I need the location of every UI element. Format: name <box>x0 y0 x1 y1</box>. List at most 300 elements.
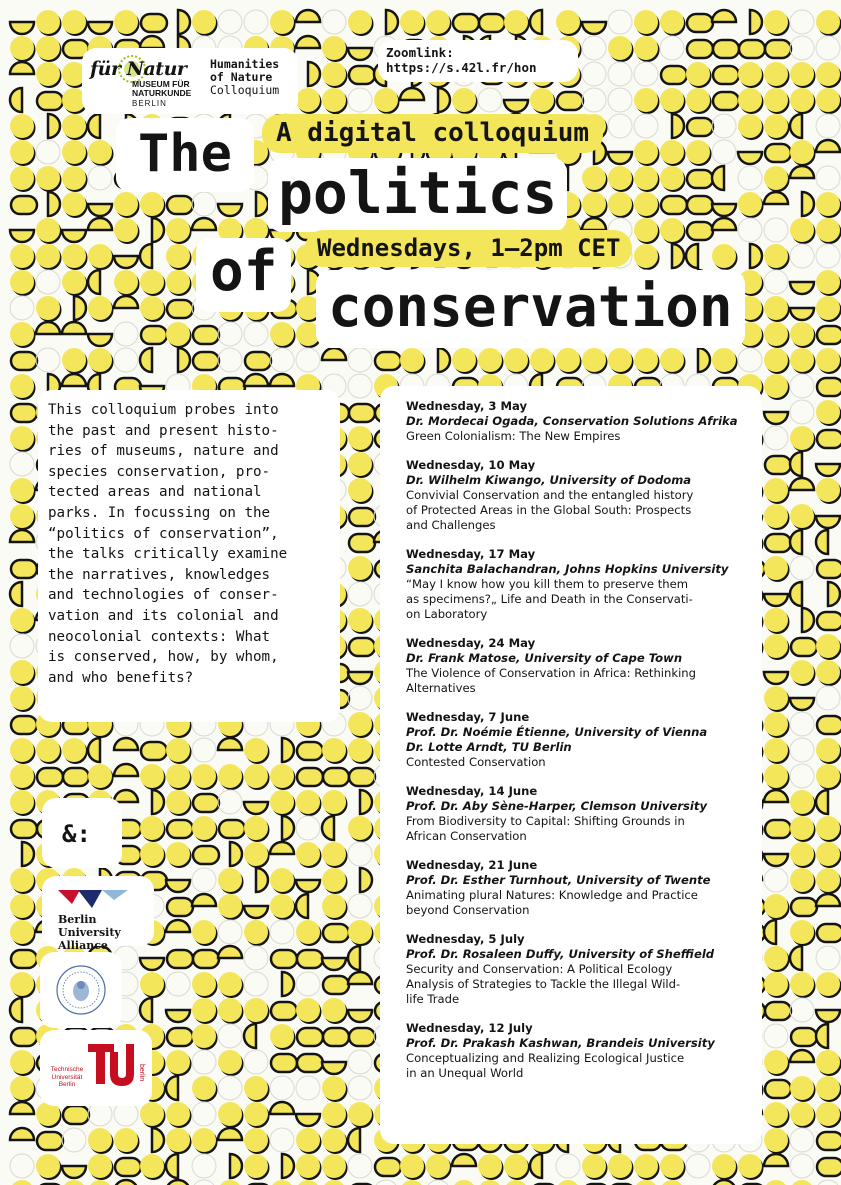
pattern-shape <box>322 868 346 892</box>
pattern-shape <box>738 62 762 86</box>
pattern-shape <box>10 114 34 138</box>
pattern-shape <box>10 660 34 684</box>
pattern-shape <box>270 790 294 814</box>
pattern-shape <box>764 686 788 710</box>
pattern-shape <box>790 946 802 970</box>
event-speaker: Dr. Wilhelm Kiwango, University of Dodoma <box>406 473 692 487</box>
pattern-shape <box>348 1076 372 1100</box>
pattern-shape <box>36 270 60 294</box>
pattern-shape <box>504 100 528 112</box>
pattern-shape <box>10 230 34 242</box>
pattern-shape <box>349 1028 375 1046</box>
pattern-shape <box>386 10 398 34</box>
pattern-shape <box>10 62 34 74</box>
pattern-shape <box>36 218 60 242</box>
pattern-shape <box>348 374 372 398</box>
pattern-shape <box>790 348 814 372</box>
pattern-shape <box>687 40 713 58</box>
pattern-shape <box>166 972 190 996</box>
pattern-shape <box>816 10 840 34</box>
pattern-shape <box>114 1180 138 1185</box>
pattern-shape <box>764 764 788 788</box>
pattern-shape <box>140 296 164 320</box>
pattern-shape <box>323 768 349 786</box>
pattern-shape <box>10 920 34 944</box>
pattern-shape <box>504 10 528 34</box>
pattern-shape <box>37 768 63 786</box>
pattern-shape <box>634 62 658 86</box>
pattern-shape <box>218 1024 242 1048</box>
pattern-shape <box>634 218 658 242</box>
pattern-shape <box>323 1028 349 1046</box>
pattern-shape <box>36 10 60 34</box>
pattern-shape <box>218 322 242 346</box>
pattern-shape <box>764 478 788 502</box>
pattern-shape <box>348 88 372 112</box>
pattern-shape <box>608 114 632 138</box>
pattern-shape <box>218 972 242 996</box>
pattern-shape <box>48 192 60 216</box>
pattern-shape <box>244 1076 268 1100</box>
pattern-shape <box>88 270 100 294</box>
pattern-shape <box>88 348 112 372</box>
pattern-shape <box>296 816 320 840</box>
pattern-shape <box>322 894 346 918</box>
pattern-shape <box>271 1054 297 1072</box>
pattern-shape <box>672 114 684 138</box>
pattern-shape <box>296 920 320 944</box>
pattern-shape <box>348 972 372 984</box>
event-date: Wednesday, 3 May <box>406 399 528 413</box>
pattern-shape <box>296 1076 320 1100</box>
pattern-shape <box>790 36 814 60</box>
pattern-shape <box>698 348 710 372</box>
pattern-shape <box>452 348 476 372</box>
logo-script: für Natur <box>90 58 187 80</box>
pattern-shape <box>270 1102 294 1114</box>
pattern-shape <box>790 400 814 424</box>
schedule-event-3 <box>406 547 762 622</box>
pattern-shape <box>114 738 138 750</box>
logo-city: BERLIN <box>132 99 167 108</box>
pattern-shape <box>687 170 713 188</box>
pattern-shape <box>634 88 658 112</box>
pattern-shape <box>193 794 219 812</box>
pattern-shape <box>88 22 112 34</box>
pattern-shape <box>634 10 658 34</box>
pattern-shape <box>167 1028 193 1046</box>
pattern-shape <box>218 1050 242 1074</box>
pattern-shape <box>764 712 788 736</box>
pattern-shape <box>348 738 372 762</box>
pattern-shape <box>582 62 606 86</box>
pattern-shape <box>244 842 268 866</box>
pattern-shape <box>816 790 828 814</box>
pattern-shape <box>192 816 216 840</box>
pattern-shape <box>244 972 268 996</box>
pattern-shape <box>790 868 814 892</box>
pattern-shape <box>10 1076 34 1100</box>
berlin-university-alliance-logo <box>42 876 154 952</box>
pattern-shape <box>140 192 164 216</box>
pattern-shape <box>10 140 34 164</box>
pattern-shape <box>452 1154 476 1166</box>
pattern-shape <box>167 196 193 214</box>
zoom-link[interactable]: https://s.42l.fr/hon <box>386 60 537 75</box>
pattern-shape <box>10 504 34 528</box>
pattern-shape <box>88 204 112 216</box>
pattern-shape <box>764 62 788 86</box>
pattern-shape <box>816 1050 840 1074</box>
pattern-shape <box>478 88 502 112</box>
pattern-shape <box>816 400 840 424</box>
pattern-shape <box>10 972 34 996</box>
pattern-shape <box>322 1128 346 1152</box>
pattern-shape <box>790 1128 814 1152</box>
pattern-shape <box>244 1050 268 1074</box>
pattern-shape <box>192 218 216 230</box>
pattern-shape <box>817 716 841 734</box>
pattern-shape <box>764 88 788 112</box>
pattern-shape <box>36 738 60 762</box>
pattern-shape <box>114 790 138 802</box>
schedule-event-7 <box>406 858 762 918</box>
pattern-shape <box>348 582 372 606</box>
pattern-shape <box>62 244 86 268</box>
pattern-shape <box>687 196 713 214</box>
pattern-shape <box>764 946 788 970</box>
pattern-shape <box>256 868 268 892</box>
pattern-shape <box>140 1102 164 1126</box>
pattern-shape <box>348 608 372 632</box>
pattern-shape <box>738 218 762 242</box>
pattern-shape <box>765 144 791 162</box>
pattern-shape <box>244 946 268 970</box>
pattern-shape <box>738 88 762 112</box>
pattern-shape <box>790 816 814 840</box>
pattern-shape <box>244 802 268 814</box>
pattern-shape <box>764 790 788 802</box>
pattern-shape <box>738 1154 762 1178</box>
pattern-shape <box>62 114 86 138</box>
pattern-shape <box>790 140 814 164</box>
pattern-shape <box>790 478 814 490</box>
pattern-shape <box>816 764 840 788</box>
pattern-shape <box>296 1114 320 1126</box>
pattern-shape <box>192 894 216 906</box>
pattern-shape <box>296 894 308 918</box>
pattern-shape <box>166 1050 190 1074</box>
pattern-shape <box>438 88 450 112</box>
pattern-shape <box>10 998 22 1022</box>
pattern-shape <box>88 296 112 320</box>
pattern-shape <box>764 1180 788 1185</box>
pattern-shape <box>63 768 89 786</box>
pattern-shape <box>11 1028 37 1046</box>
pattern-shape <box>322 1076 346 1100</box>
pattern-shape <box>152 790 164 814</box>
pattern-shape <box>712 166 724 190</box>
pattern-shape <box>738 192 762 216</box>
pattern-shape <box>764 1024 788 1048</box>
pattern-shape <box>764 504 788 528</box>
pattern-shape <box>816 140 840 152</box>
pattern-shape <box>738 348 762 372</box>
pattern-shape <box>48 114 60 138</box>
pattern-shape <box>22 842 34 866</box>
pattern-shape <box>36 36 60 60</box>
schedule-list <box>406 399 762 1095</box>
pattern-shape <box>244 374 268 386</box>
pattern-shape <box>660 166 684 190</box>
pattern-shape <box>271 1002 297 1020</box>
pattern-shape <box>140 270 164 294</box>
pattern-shape <box>790 790 814 814</box>
pattern-shape <box>634 140 658 164</box>
pattern-shape <box>790 218 814 242</box>
pattern-shape <box>348 478 372 502</box>
pattern-shape <box>634 1154 658 1178</box>
pattern-shape <box>348 712 372 736</box>
pattern-shape <box>764 854 788 866</box>
pattern-shape <box>166 270 190 294</box>
logo-museum-name: MUSEUM FÜR NATURKUNDE <box>132 79 192 98</box>
pattern-shape <box>193 352 219 370</box>
pattern-shape <box>790 244 814 268</box>
pattern-shape <box>322 1062 346 1074</box>
pattern-shape <box>308 62 320 86</box>
pattern-shape <box>244 1128 268 1152</box>
pattern-shape <box>634 166 658 190</box>
series-line-1: Humanities <box>210 57 280 71</box>
event-date: Wednesday, 12 July <box>406 1021 533 1035</box>
pattern-shape <box>608 152 632 164</box>
pattern-shape <box>218 946 242 958</box>
partners-label-panel <box>42 798 122 868</box>
bua-mark-icon <box>58 888 134 910</box>
series-name <box>210 58 279 97</box>
pattern-shape <box>10 1102 34 1114</box>
pattern-shape <box>114 192 138 216</box>
pattern-shape <box>63 1106 89 1124</box>
pattern-shape <box>296 998 320 1022</box>
pattern-shape <box>738 166 762 190</box>
pattern-shape <box>582 36 606 60</box>
pattern-shape <box>322 348 346 360</box>
pattern-shape <box>634 36 658 60</box>
pattern-shape <box>140 972 164 996</box>
pattern-shape <box>192 868 216 892</box>
pattern-shape <box>88 114 100 138</box>
pattern-shape <box>244 816 268 840</box>
pattern-shape <box>36 62 60 86</box>
pattern-shape <box>816 1024 828 1048</box>
pattern-shape <box>712 244 736 268</box>
pattern-shape <box>426 10 450 34</box>
pattern-shape <box>765 1080 791 1098</box>
pattern-shape <box>530 10 542 34</box>
event-speaker: Dr. Frank Matose, University of Cape Town <box>406 651 683 665</box>
pattern-shape <box>764 608 788 632</box>
event-title: Animating plural Natures: Knowledge and Practice beyond Conservation <box>406 888 698 917</box>
pattern-shape <box>348 842 372 866</box>
pattern-shape <box>166 764 190 788</box>
event-date: Wednesday, 7 June <box>406 710 530 724</box>
pattern-shape <box>348 348 372 372</box>
pattern-shape <box>712 204 736 216</box>
pattern-shape <box>661 196 687 214</box>
pattern-shape <box>817 924 841 942</box>
pattern-shape <box>582 166 606 190</box>
pattern-shape <box>10 1154 34 1178</box>
series-line-3: Colloquium <box>210 83 280 97</box>
pattern-shape <box>764 1102 788 1126</box>
pattern-shape <box>687 14 713 32</box>
pattern-shape <box>348 894 372 918</box>
pattern-shape <box>296 1154 320 1178</box>
pattern-shape <box>10 22 34 34</box>
pattern-shape <box>192 998 216 1022</box>
pattern-shape <box>10 1180 34 1185</box>
pattern-shape <box>686 244 698 268</box>
pattern-shape <box>244 10 268 34</box>
bua-name <box>58 913 153 952</box>
pattern-shape <box>790 1102 814 1126</box>
pattern-shape <box>375 352 401 370</box>
pattern-shape <box>192 920 216 944</box>
pattern-shape <box>530 348 554 372</box>
pattern-shape <box>166 738 190 762</box>
pattern-shape <box>270 894 294 918</box>
pattern-shape <box>244 738 268 762</box>
pattern-shape <box>660 88 684 112</box>
pattern-shape <box>10 1050 34 1074</box>
pattern-shape <box>271 950 297 968</box>
pattern-shape <box>349 534 375 552</box>
pattern-shape <box>816 88 840 112</box>
pattern-shape <box>634 348 658 372</box>
pattern-shape <box>192 972 216 996</box>
pattern-shape <box>296 880 320 892</box>
pattern-shape <box>816 348 840 372</box>
pattern-shape <box>192 1076 216 1100</box>
pattern-shape <box>790 698 814 710</box>
pattern-shape <box>297 950 323 968</box>
pattern-shape <box>790 166 814 178</box>
pattern-shape <box>582 1154 606 1178</box>
event-speaker: Prof. Dr. Esther Turnhout, University of Twente <box>406 873 711 887</box>
pattern-shape <box>764 218 788 242</box>
pattern-shape <box>556 1154 580 1178</box>
pattern-shape <box>750 10 762 34</box>
pattern-shape <box>816 114 840 138</box>
pattern-shape <box>816 218 840 242</box>
schedule-event-1 <box>406 399 762 444</box>
pattern-shape <box>192 192 216 216</box>
pattern-shape <box>802 608 814 632</box>
pattern-shape <box>790 712 814 736</box>
pattern-shape <box>764 556 788 580</box>
event-title: Green Colonialism: The New Empires <box>406 429 621 443</box>
pattern-shape <box>348 672 372 684</box>
pattern-shape <box>504 1154 528 1178</box>
pattern-shape <box>256 192 268 216</box>
pattern-shape <box>218 10 242 34</box>
pattern-shape <box>297 768 323 786</box>
tu-name: Technische Universität Berlin <box>50 1066 84 1088</box>
pattern-shape <box>62 1128 86 1152</box>
humboldt-university-seal <box>40 952 122 1028</box>
pattern-shape <box>817 1158 841 1176</box>
pattern-shape <box>114 270 138 294</box>
pattern-shape <box>10 166 34 190</box>
pattern-shape <box>739 40 765 58</box>
pattern-shape <box>141 14 167 32</box>
pattern-shape <box>816 1102 840 1126</box>
pattern-shape <box>140 36 164 48</box>
pattern-shape <box>296 348 320 372</box>
pattern-shape <box>10 764 34 788</box>
pattern-shape <box>738 152 762 164</box>
pattern-shape <box>10 426 34 450</box>
pattern-shape <box>37 92 63 110</box>
pattern-shape <box>322 10 346 34</box>
pattern-shape <box>218 790 242 814</box>
pattern-shape <box>244 1024 256 1048</box>
pattern-shape <box>10 634 34 658</box>
schedule-event-8 <box>406 932 762 1007</box>
pattern-shape <box>790 308 814 320</box>
pattern-shape <box>11 950 37 968</box>
pattern-shape <box>166 1076 178 1100</box>
tu-city: berlin <box>138 1064 145 1082</box>
series-line-2: of Nature <box>210 70 273 84</box>
pattern-shape <box>582 348 606 372</box>
pattern-shape <box>322 36 346 60</box>
pattern-shape <box>140 998 152 1022</box>
pattern-shape <box>556 10 580 34</box>
pattern-shape <box>88 244 112 268</box>
pattern-shape <box>114 322 138 346</box>
pattern-shape <box>88 738 100 762</box>
event-title: The Violence of Conservation in Africa: Rethinking Alternatives <box>406 666 697 695</box>
pattern-shape <box>348 816 372 840</box>
pattern-shape <box>192 1102 216 1126</box>
pattern-shape <box>582 192 606 216</box>
pattern-shape <box>141 326 167 344</box>
pattern-shape <box>323 976 349 994</box>
museum-logo-panel <box>82 48 298 114</box>
pattern-shape <box>140 1154 164 1178</box>
pattern-shape <box>244 998 268 1022</box>
pattern-shape <box>141 742 167 760</box>
pattern-shape <box>790 738 814 762</box>
pattern-shape <box>270 1180 294 1185</box>
pattern-shape <box>348 452 372 476</box>
pattern-shape <box>816 1010 840 1022</box>
pattern-shape <box>166 1180 190 1185</box>
pattern-shape <box>37 1132 63 1150</box>
pattern-shape <box>790 764 814 788</box>
pattern-shape <box>11 404 37 422</box>
pattern-shape <box>166 880 190 892</box>
pattern-shape <box>62 10 86 34</box>
pattern-shape <box>322 738 346 762</box>
pattern-shape <box>790 920 814 944</box>
partners-label: &: <box>62 820 91 848</box>
pattern-shape <box>790 530 802 554</box>
pattern-shape <box>687 222 713 240</box>
